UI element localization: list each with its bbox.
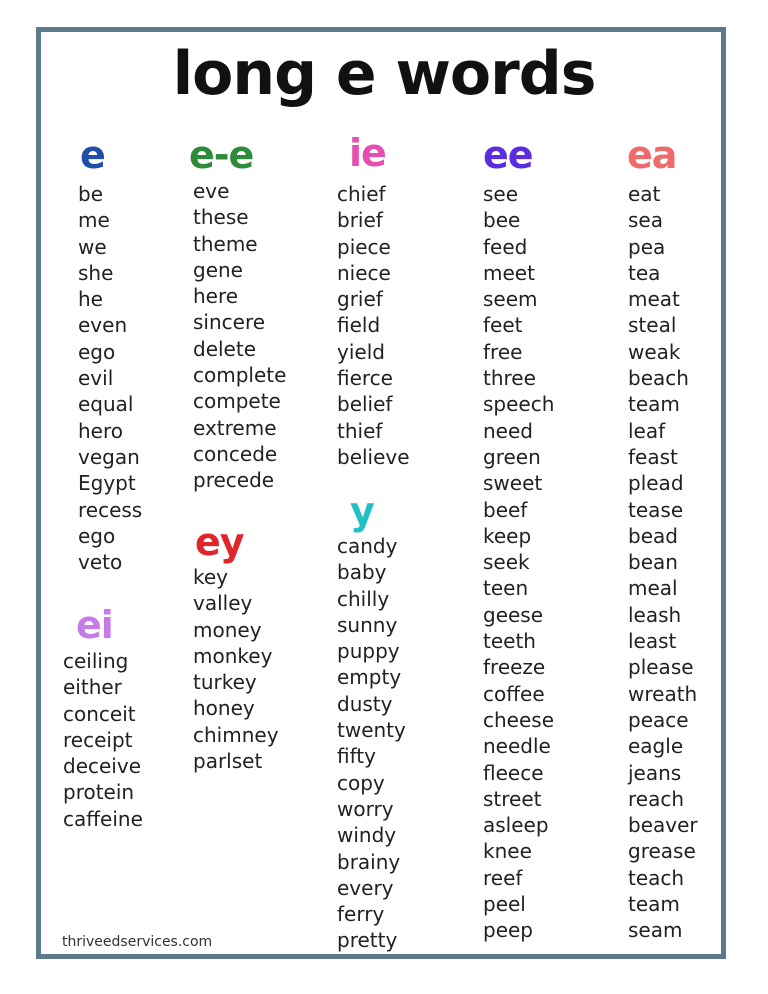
- heading-ea: ea: [627, 133, 677, 177]
- word-item: deceive: [63, 754, 141, 779]
- word-item: sunny: [337, 612, 398, 637]
- word-item: chimney: [193, 722, 279, 747]
- word-list-ey: [193, 564, 279, 774]
- word-item: puppy: [337, 639, 400, 664]
- word-item: seek: [483, 550, 530, 575]
- word-item: brainy: [337, 849, 401, 874]
- heading-ei: ei: [76, 603, 113, 647]
- word-item: pea: [628, 234, 666, 259]
- word-item: eat: [628, 182, 661, 206]
- word-item: piece: [337, 234, 391, 259]
- word-item: equal: [78, 392, 134, 417]
- word-item: every: [337, 875, 394, 900]
- word-item: valley: [193, 591, 253, 616]
- word-item: peace: [628, 707, 689, 732]
- word-item: plead: [628, 471, 684, 496]
- word-item: eve: [193, 179, 230, 203]
- word-item: fifty: [337, 744, 376, 769]
- word-item: even: [78, 313, 128, 338]
- word-item: freeze: [483, 655, 546, 680]
- word-item: field: [337, 313, 381, 338]
- heading-y: y: [350, 489, 374, 533]
- word-item: veto: [78, 550, 123, 575]
- word-item: me: [78, 208, 110, 233]
- word-item: copy: [337, 770, 385, 795]
- word-item: sincere: [193, 310, 266, 335]
- word-item: windy: [337, 823, 397, 848]
- word-item: bean: [628, 550, 678, 575]
- word-item: she: [78, 260, 114, 285]
- word-item: candy: [337, 534, 398, 558]
- word-item: tea: [628, 260, 661, 285]
- word-item: niece: [337, 260, 391, 285]
- word-item: coffee: [483, 681, 545, 706]
- word-item: grease: [628, 839, 696, 864]
- word-list-ee: [483, 181, 554, 944]
- word-item: yield: [337, 339, 385, 364]
- word-item: complete: [193, 363, 287, 388]
- word-item: protein: [63, 780, 135, 805]
- word-item: theme: [193, 231, 258, 256]
- word-item: extreme: [193, 415, 277, 440]
- word-item: ferry: [337, 902, 385, 927]
- word-item: peel: [483, 892, 526, 917]
- word-item: steal: [628, 313, 677, 338]
- word-item: we: [78, 234, 107, 259]
- word-item: leash: [628, 602, 682, 627]
- word-list-ei: [63, 648, 143, 832]
- word-item: key: [193, 565, 229, 589]
- word-item: caffeine: [63, 806, 143, 831]
- word-item: precede: [193, 468, 275, 493]
- word-item: Egypt: [78, 471, 136, 496]
- word-item: green: [483, 444, 541, 469]
- heading-e-e: e-e: [189, 133, 254, 177]
- word-item: eagle: [628, 734, 684, 759]
- word-item: monkey: [193, 643, 273, 668]
- word-item: conceit: [63, 701, 136, 726]
- word-item: parlset: [193, 749, 263, 774]
- word-item: seam: [628, 918, 683, 943]
- word-item: street: [483, 786, 542, 811]
- word-item: weak: [628, 339, 681, 364]
- word-item: reach: [628, 786, 685, 811]
- word-item: sea: [628, 208, 663, 233]
- word-item: ego: [78, 339, 116, 364]
- word-item: here: [193, 284, 239, 309]
- word-item: brief: [337, 208, 383, 233]
- word-item: need: [483, 418, 533, 443]
- footer-website: thriveedservices.com: [62, 934, 213, 950]
- word-item: ego: [78, 523, 116, 548]
- word-list-y: [337, 533, 406, 954]
- word-item: be: [78, 182, 103, 206]
- word-item: geese: [483, 602, 544, 627]
- word-item: teeth: [483, 629, 536, 654]
- heading-ee: ee: [483, 133, 533, 177]
- word-item: beef: [483, 497, 528, 522]
- heading-ie: ie: [349, 131, 386, 175]
- word-item: thief: [337, 418, 383, 443]
- word-list-ea: [628, 181, 698, 944]
- word-item: worry: [337, 796, 394, 821]
- word-item: baby: [337, 560, 387, 585]
- word-item: hero: [78, 418, 123, 443]
- word-item: team: [628, 392, 680, 417]
- word-item: grief: [337, 287, 383, 312]
- word-item: receipt: [63, 727, 133, 752]
- word-item: believe: [337, 444, 410, 469]
- word-item: asleep: [483, 813, 549, 838]
- word-item: free: [483, 339, 523, 364]
- word-item: money: [193, 617, 262, 642]
- word-item: seem: [483, 287, 538, 312]
- word-item: chilly: [337, 586, 390, 611]
- heading-e: e: [80, 133, 105, 177]
- word-item: twenty: [337, 718, 406, 743]
- word-list-ie: [337, 181, 410, 470]
- word-item: feast: [628, 444, 678, 469]
- word-item: either: [63, 675, 122, 700]
- word-item: teen: [483, 576, 529, 601]
- word-item: compete: [193, 389, 281, 414]
- word-item: concede: [193, 441, 278, 466]
- word-item: delete: [193, 336, 257, 361]
- word-item: needle: [483, 734, 551, 759]
- word-item: peep: [483, 918, 533, 943]
- word-item: dusty: [337, 691, 393, 716]
- word-item: belief: [337, 392, 393, 417]
- word-item: honey: [193, 696, 255, 721]
- word-list-e-e: [193, 178, 286, 494]
- word-item: evil: [78, 366, 114, 391]
- word-item: keep: [483, 523, 532, 548]
- word-item: these: [193, 205, 249, 230]
- word-item: leaf: [628, 418, 666, 443]
- word-item: fierce: [337, 366, 393, 391]
- word-item: tease: [628, 497, 684, 522]
- word-item: please: [628, 655, 694, 680]
- heading-ey: ey: [195, 520, 244, 564]
- word-item: bead: [628, 523, 678, 548]
- word-item: knee: [483, 839, 532, 864]
- word-item: gene: [193, 257, 243, 282]
- word-item: team: [628, 892, 680, 917]
- word-item: feed: [483, 234, 528, 259]
- word-item: reef: [483, 865, 523, 890]
- word-item: fleece: [483, 760, 544, 785]
- word-item: least: [628, 629, 677, 654]
- word-item: teach: [628, 865, 685, 890]
- word-item: turkey: [193, 670, 257, 695]
- page-title: long e words: [172, 39, 596, 109]
- word-item: speech: [483, 392, 555, 417]
- word-item: feet: [483, 313, 523, 338]
- word-item: meal: [628, 576, 678, 601]
- word-item: beaver: [628, 813, 698, 838]
- word-item: three: [483, 366, 536, 391]
- word-item: empty: [337, 665, 402, 690]
- word-item: beach: [628, 366, 689, 391]
- word-item: see: [483, 182, 519, 206]
- word-item: jeans: [628, 760, 682, 785]
- word-item: bee: [483, 208, 521, 233]
- word-item: chief: [337, 182, 386, 206]
- word-list-e: [78, 181, 142, 575]
- word-item: recess: [78, 497, 143, 522]
- word-item: he: [78, 287, 103, 312]
- word-item: meat: [628, 287, 680, 312]
- word-item: wreath: [628, 681, 698, 706]
- word-item: ceiling: [63, 649, 129, 673]
- word-item: sweet: [483, 471, 543, 496]
- word-item: pretty: [337, 928, 398, 953]
- word-item: meet: [483, 260, 535, 285]
- word-item: cheese: [483, 707, 555, 732]
- word-item: vegan: [78, 444, 140, 469]
